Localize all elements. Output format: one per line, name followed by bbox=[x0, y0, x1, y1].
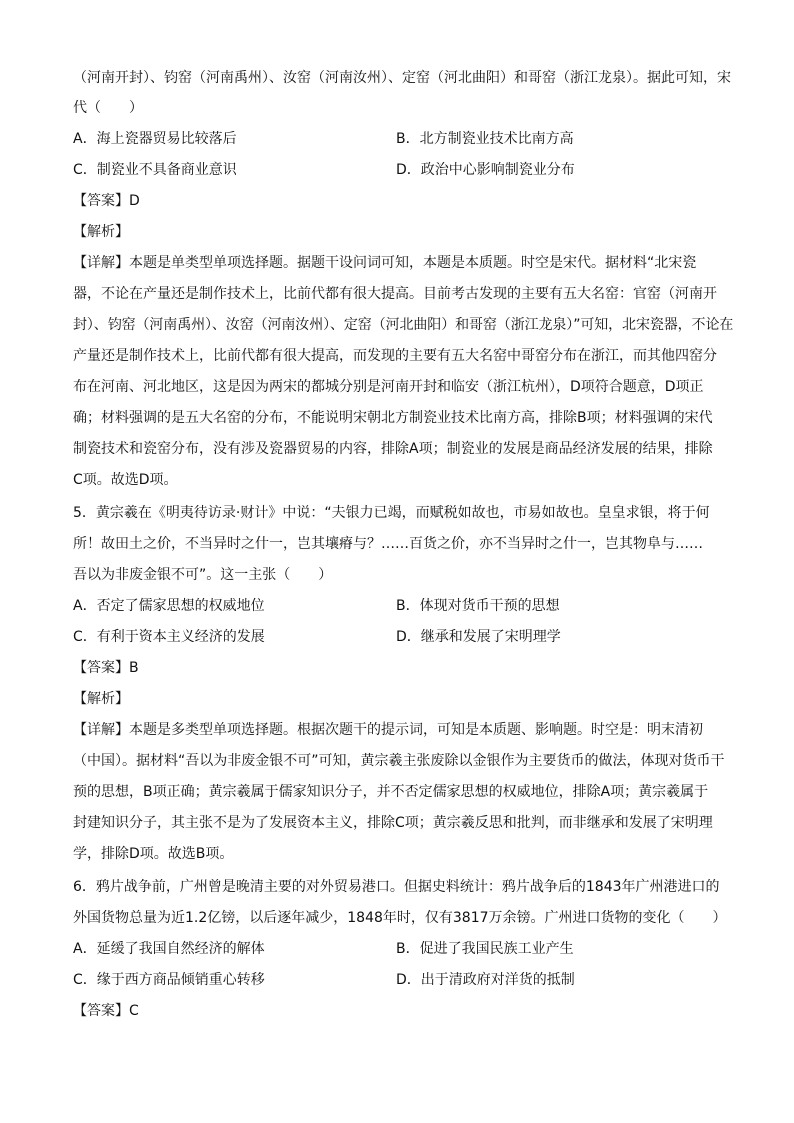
question-5-answer: 【答案】B bbox=[73, 660, 139, 676]
question-4-option-b: B．北方制瓷业技术比南方高 bbox=[396, 131, 574, 147]
question-4-answer: 【答案】D bbox=[73, 193, 140, 209]
question-5-stem-line-3: 吾以为非废金银不可”。这一主张（ ） bbox=[73, 567, 333, 583]
question-6-option-c: C．缘于西方商品倾销重心转移 bbox=[73, 972, 265, 988]
question-4-analysis-title: 【解析】 bbox=[73, 224, 129, 240]
question-5-option-c: C．有利于资本主义经济的发展 bbox=[73, 629, 265, 645]
question-6-answer: 【答案】C bbox=[73, 1003, 139, 1019]
question-4-detail-line: C项。故选D项。 bbox=[73, 472, 178, 488]
question-4-detail-line: 器，不论在产量还是制作技术上，比前代都有很大提高。目前考古发现的主要有五大名窑：官窑（河南开 bbox=[73, 286, 717, 302]
question-6-option-b: B．促进了我国民族工业产生 bbox=[396, 941, 574, 957]
question-5-option-b: B．体现对货币干预的思想 bbox=[396, 598, 560, 614]
question-4-detail-line: 封）、钧窑（河南禹州）、汝窑（河南汝州）、定窑（河北曲阳）和哥窑（浙江龙泉）”可知，北宋瓷器，不论在 bbox=[73, 317, 734, 333]
question-5-stem-line-2: 所！故田土之价，不当异时之什一，岂其壤瘠与？……百货之价，亦不当异时之什一，岂其物阜与…… bbox=[73, 536, 703, 552]
question-5-analysis-title: 【解析】 bbox=[73, 691, 129, 707]
question-6-option-a: A．延缓了我国自然经济的解体 bbox=[73, 941, 265, 957]
question-6-stem-line-2: 外国货物总量为近1.2亿镑，以后逐年减少，1848年时，仅有3817万余镑。广州进口货物的变化（ ） bbox=[73, 910, 727, 926]
question-4-detail-line: 【详解】本题是单类型单项选择题。据题干设问词可知，本题是本质题。时空是宋代。据材料“北宋瓷 bbox=[73, 255, 697, 271]
question-5-option-d: D．继承和发展了宋明理学 bbox=[396, 629, 561, 645]
question-4-stem-line-2: 代（ ） bbox=[73, 100, 143, 116]
question-4-detail-line: 产量还是制作技术上，比前代都有很大提高，而发现的主要有五大名窑中哥窑分布在浙江，而其他四窑分 bbox=[73, 348, 717, 364]
question-4-detail-line: 布在河南、河北地区，这是因为两宋的都城分别是河南开封和临安（浙江杭州），D项符合题意，D项正 bbox=[73, 379, 704, 395]
question-5-stem-line-1: 5．黄宗羲在《明夷待访录·财计》中说：“夫银力已竭，而赋税如故也，市易如故也。皇皇求银，将于何 bbox=[73, 505, 710, 521]
question-4-detail-line: 制瓷技术和瓷窑分布，没有涉及瓷器贸易的内容，排除A项；制瓷业的发展是商品经济发展的结果，排除 bbox=[73, 441, 713, 457]
question-5-detail-line: （中国）。据材料“吾以为非废金银不可”可知，黄宗羲主张废除以金银作为主要货币的做法，体现对货币干 bbox=[73, 753, 725, 769]
question-4-option-a: A．海上瓷器贸易比较落后 bbox=[73, 131, 237, 147]
question-4-detail-line: 确；材料强调的是五大名窑的分布，不能说明宋朝北方制瓷业技术比南方高，排除B项；材料强调的宋代 bbox=[73, 410, 713, 426]
question-4-option-c: C．制瓷业不具备商业意识 bbox=[73, 162, 237, 178]
question-5-detail-line: 【详解】本题是多类型单项选择题。根据次题干的提示词，可知是本质题、影响题。时空是：明末清初 bbox=[73, 722, 703, 738]
question-4-stem-line-1: （河南开封）、钧窑（河南禹州）、汝窑（河南汝州）、定窑（河北曲阳）和哥窑（浙江龙泉）。据此可知，宋 bbox=[73, 70, 731, 86]
question-6-option-d: D．出于清政府对洋货的抵制 bbox=[396, 972, 575, 988]
question-5-detail-line: 预的思想，B项正确；黄宗羲属于儒家知识分子，并不否定儒家思想的权威地位，排除A项；黄宗羲属于 bbox=[73, 784, 709, 800]
question-5-detail-line: 封建知识分子，其主张不是为了发展资本主义，排除C项；黄宗羲反思和批判，而非继承和发展了宋明理 bbox=[73, 815, 713, 831]
question-5-option-a: A．否定了儒家思想的权威地位 bbox=[73, 598, 265, 614]
question-5-detail-line: 学，排除D项。故选B项。 bbox=[73, 846, 234, 862]
question-4-option-d: D．政治中心影响制瓷业分布 bbox=[396, 162, 575, 178]
question-6-stem-line-1: 6．鸦片战争前，广州曾是晚清主要的对外贸易港口。但据史料统计：鸦片战争后的1843年广州港进口的 bbox=[73, 879, 720, 895]
